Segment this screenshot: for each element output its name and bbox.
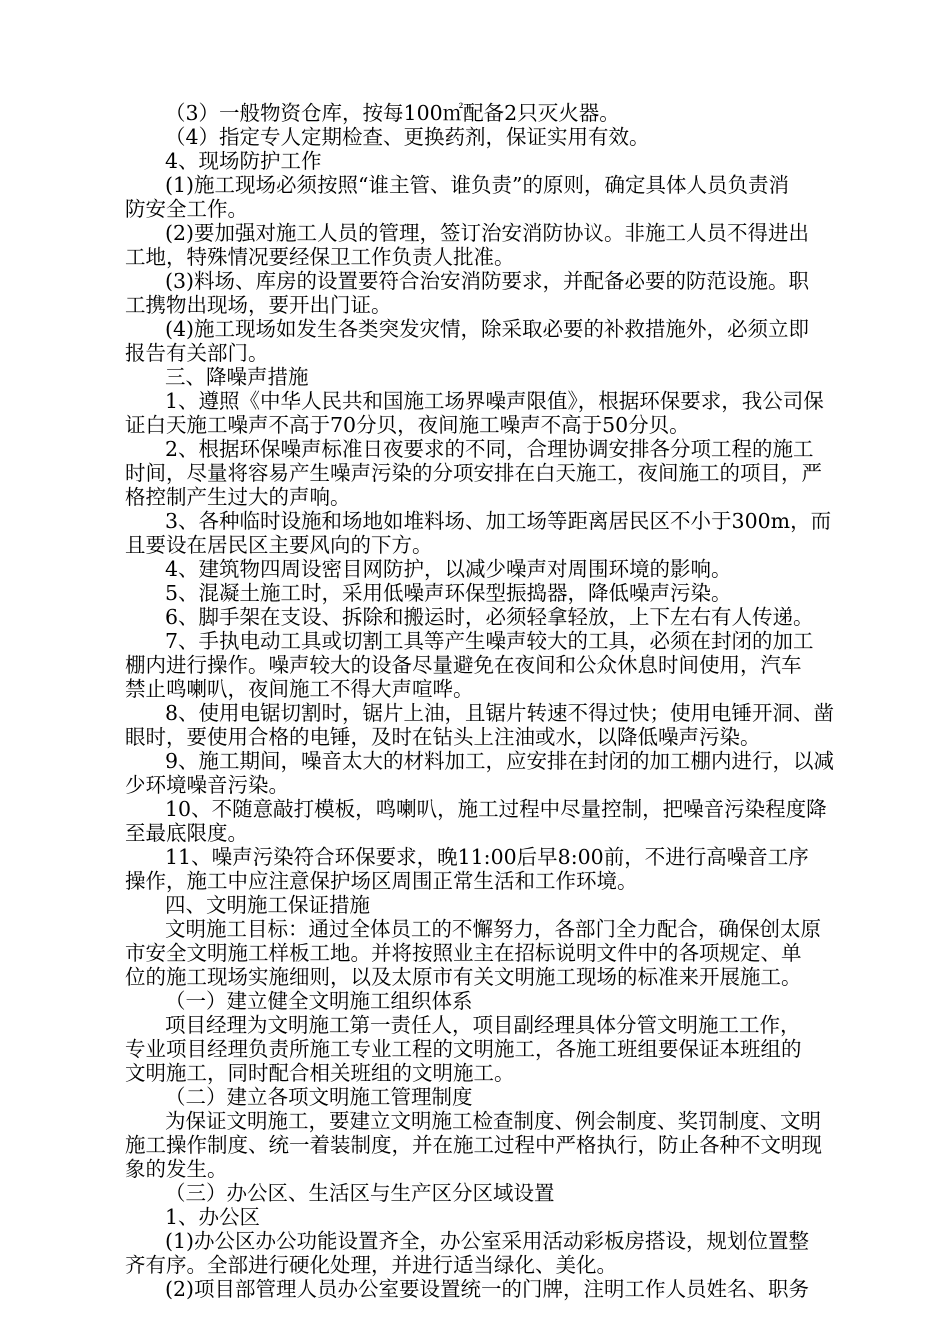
text-line: 象的发生。 (125, 1157, 228, 1181)
text-line: （3）一般物资仓库，按每100㎡配备2只灭火器。 (165, 101, 620, 125)
text-line: 市安全文明施工样板工地。并将按照业主在招标说明文件中的各项规定、单 (125, 941, 802, 965)
text-line: 证白天施工噪声不高于70分贝，夜间施工噪声不高于50分贝。 (125, 413, 690, 437)
text-line: (4)施工现场如发生各类突发灾情，除采取必要的补救措施外，必须立即 (165, 317, 810, 341)
text-line: (3)料场、库房的设置要符合治安消防要求，并配备必要的防范设施。职 (165, 269, 810, 293)
text-line: 齐有序。全部进行硬化处理，并进行适当绿化、美化。 (125, 1253, 617, 1277)
text-line: 棚内进行操作。噪声较大的设备尽量避免在夜间和公众休息时间使用，汽车 (125, 653, 802, 677)
text-line: 格控制产生过大的声响。 (125, 485, 351, 509)
text-line: 文明施工，同时配合相关班组的文明施工。 (125, 1061, 515, 1085)
text-line: 4、建筑物四周设密目网防护，以减少噪声对周围环境的影响。 (165, 557, 732, 581)
text-line: 眼时，要使用合格的电锤，及时在钻头上注油或水，以降低噪声污染。 (125, 725, 761, 749)
text-line: 7、手执电动工具或切割工具等产生噪声较大的工具，必须在封闭的加工 (165, 629, 814, 653)
text-line: 至最底限度。 (125, 821, 248, 845)
text-line: （4）指定专人定期检查、更换药剂，保证实用有效。 (165, 125, 650, 149)
text-line: 1、遵照《中华人民共和国施工场界噪声限值》，根据环保要求，我公司保 (165, 389, 824, 413)
subsection-heading: （三）办公区、生活区与生产区分区域设置 (165, 1181, 555, 1205)
text-line: 11、噪声污染符合环保要求，晚11:00后早8:00前，不进行高噪音工序 (165, 845, 809, 869)
subsection-heading: （一）建立健全文明施工组织体系 (165, 989, 473, 1013)
text-line: (2)项目部管理人员办公室要设置统一的门牌，注明工作人员姓名、职务 (165, 1277, 810, 1301)
text-line: 文明施工目标：通过全体员工的不懈努力，各部门全力配合，确保创太原 (165, 917, 821, 941)
text-line: 3、各种临时设施和场地如堆料场、加工场等距离居民区不小于300m，而 (165, 509, 832, 533)
text-line: (2)要加强对施工人员的管理，签订治安消防协议。非施工人员不得进出 (165, 221, 810, 245)
text-line: (1)施工现场必须按照“谁主管、谁负责”的原则，确定具体人员负责消 (165, 173, 789, 197)
text-line: 位的施工现场实施细则，以及太原市有关文明施工现场的标准来开展施工。 (125, 965, 802, 989)
subsection-heading: （二）建立各项文明施工管理制度 (165, 1085, 473, 1109)
section-heading: 1、办公区 (165, 1205, 261, 1229)
text-line: 时间，尽量将容易产生噪声污染的分项安排在白天施工，夜间施工的项目，严 (125, 461, 822, 485)
section-heading: 四、文明施工保证措施 (165, 893, 370, 917)
text-line: 6、脚手架在支设、拆除和搬运时，必须轻拿轻放，上下左右有人传递。 (165, 605, 814, 629)
text-line: 施工操作制度、统一着装制度，并在施工过程中严格执行，防止各种不文明现 (125, 1133, 822, 1157)
text-line: 2、根据环保噪声标准日夜要求的不同，合理协调安排各分项工程的施工 (165, 437, 814, 461)
section-heading: 三、降噪声措施 (165, 365, 309, 389)
text-line: 少环境噪音污染。 (125, 773, 289, 797)
text-line: 工携物出现场，要开出门证。 (125, 293, 392, 317)
text-line: 8、使用电锯切割时，锯片上油，且锯片转速不得过快；使用电锤开洞、凿 (165, 701, 835, 725)
text-line: 防安全工作。 (125, 197, 248, 221)
text-line: 为保证文明施工，要建立文明施工检查制度、例会制度、奖罚制度、文明 (165, 1109, 821, 1133)
text-line: 9、施工期间，噪音太大的材料加工，应安排在封闭的加工棚内进行，以减 (165, 749, 835, 773)
text-line: 10、不随意敲打模板，鸣喇叭，施工过程中尽量控制，把噪音污染程度降 (165, 797, 827, 821)
section-heading: 4、现场防护工作 (165, 149, 322, 173)
text-line: 报告有关部门。 (125, 341, 269, 365)
text-line: 操作，施工中应注意保护场区周围正常生活和工作环境。 (125, 869, 638, 893)
text-line: 禁止鸣喇叭，夜间施工不得大声喧哗。 (125, 677, 474, 701)
text-line: 项目经理为文明施工第一责任人，项目副经理具体分管文明施工工作， (165, 1013, 801, 1037)
text-line: 5、混凝土施工时，采用低噪声环保型振捣器，降低噪声污染。 (165, 581, 732, 605)
text-line: 专业项目经理负责所施工专业工程的文明施工，各施工班组要保证本班组的 (125, 1037, 802, 1061)
text-line: 工地，特殊情况要经保卫工作负责人批准。 (125, 245, 515, 269)
text-line: (1)办公区办公功能设置齐全，办公室采用活动彩板房搭设，规划位置整 (165, 1229, 810, 1253)
text-line: 且要设在居民区主要风向的下方。 (125, 533, 433, 557)
